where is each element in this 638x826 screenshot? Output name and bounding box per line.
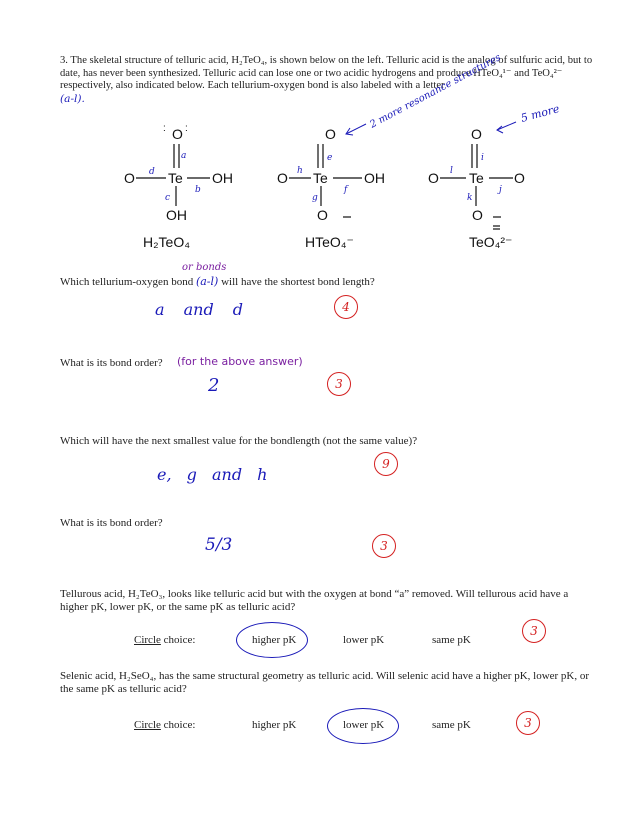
q1-annotation: or bonds: [182, 262, 227, 273]
q4-answer: 5/3: [205, 535, 233, 555]
q2-question: What is its bond order?: [60, 357, 163, 369]
svg-text::: :: [163, 123, 166, 134]
atom-o-top: O: [471, 126, 482, 142]
atom-te: Te: [168, 170, 183, 186]
q4-score: 3: [372, 534, 396, 558]
atom-o-left: O: [277, 170, 288, 186]
bond-letter-a: a: [181, 151, 187, 161]
atom-o-top: O: [325, 126, 336, 142]
atom-oh-right: OH: [364, 170, 385, 186]
bond-letter-d: d: [149, 167, 155, 177]
bond-letter-k: k: [467, 193, 473, 203]
q5-circle-label: Circle choice:: [134, 634, 196, 646]
bond-letter-b: b: [195, 185, 201, 195]
intro-text: The skeletal structure of telluric acid, H₂TeO₄, is shown below on the left. Telluric acid is the analog of sulfuric acid, but to date, has never been synthesized. Telluric acid can lose one or two acidic hydrogens and produce HTeO₄¹⁻ and TeO₄²⁻ respectively, also indicated below. Each tellurium-oxygen bond is also labeled with a letter: [60, 55, 593, 92]
atom-oh-right: OH: [212, 170, 233, 186]
name-teo4: TeO₄²⁻: [469, 234, 513, 250]
q6-option-higher[interactable]: higher pK: [252, 719, 297, 731]
q1-answer: a and d: [155, 300, 244, 319]
bond-letter-h: h: [297, 166, 303, 176]
structure-hteo4: [277, 52, 503, 250]
q2-score: 3: [327, 372, 351, 396]
q4-question: What is its bond order?: [60, 517, 163, 529]
bond-letter-c: c: [165, 193, 171, 203]
q6-circle-label: Circle choice:: [134, 719, 196, 731]
bond-letter-i: i: [481, 153, 484, 163]
structure-teo4: [428, 102, 561, 250]
q6-option-same[interactable]: same pK: [432, 719, 471, 731]
q6-question: Selenic acid, H₂SeO₄, has the same structural geometry as telluric acid. Will selenic acid have a higher pK, lower pK, or the same pK as telluric acid?: [60, 670, 590, 695]
svg-text::: :: [185, 123, 188, 134]
q5-question: Tellurous acid, H₂TeO₃, looks like telluric acid but with the oxygen at bond “a” removed. Will tellurous acid have a higher pK, lower pK, or the same pK as telluric acid?: [60, 588, 569, 613]
q5-option-higher[interactable]: higher pK: [252, 634, 297, 646]
atom-o-right: O: [514, 170, 525, 186]
q5-option-same[interactable]: same pK: [432, 634, 471, 646]
q1-question: Which tellurium-oxygen bond (a-l) will have the shortest bond length?: [60, 275, 375, 288]
question-number: 3.: [60, 55, 68, 66]
q2-answer: 2: [208, 375, 220, 396]
q6-score: 3: [516, 711, 540, 735]
atom-te: Te: [313, 170, 328, 186]
atom-o-top: O: [172, 126, 183, 142]
structure-h2teo4: [124, 123, 233, 250]
name-hteo4: HTeO₄⁻: [305, 234, 354, 250]
atom-o-left: O: [428, 170, 439, 186]
atom-o-bottom: O: [472, 207, 483, 223]
bond-letter-f: f: [344, 185, 348, 195]
bond-letter-g: g: [312, 193, 318, 203]
q3-score: 9: [374, 452, 398, 476]
q3-question: Which will have the next smallest value for the bondlength (not the same value)?: [60, 435, 418, 447]
q1-insert: (a-l): [195, 275, 219, 288]
bond-letter-l: l: [450, 166, 453, 176]
bond-letter-e: e: [327, 153, 333, 163]
atom-o-left: O: [124, 170, 135, 186]
q1-score: 4: [334, 295, 358, 319]
lewis-structures: [0, 0, 638, 270]
q6-option-lower[interactable]: lower pK: [343, 719, 385, 731]
q5-score: 3: [522, 619, 546, 643]
resonance-note-right: 5 more: [519, 102, 561, 125]
resonance-note-middle: 2 more resonance structures: [368, 52, 503, 131]
q2-annotation: (for the above answer): [177, 355, 303, 368]
q5-option-lower[interactable]: lower pK: [343, 634, 385, 646]
bond-letter-j: j: [499, 185, 502, 195]
atom-o-bottom: O: [317, 207, 328, 223]
atom-oh-bottom: OH: [166, 207, 187, 223]
q3-answer: e, g and h: [157, 465, 268, 484]
name-h2teo4: H₂TeO₄: [143, 234, 190, 250]
handwritten-range: (a-l).: [60, 92, 85, 105]
atom-te: Te: [469, 170, 484, 186]
